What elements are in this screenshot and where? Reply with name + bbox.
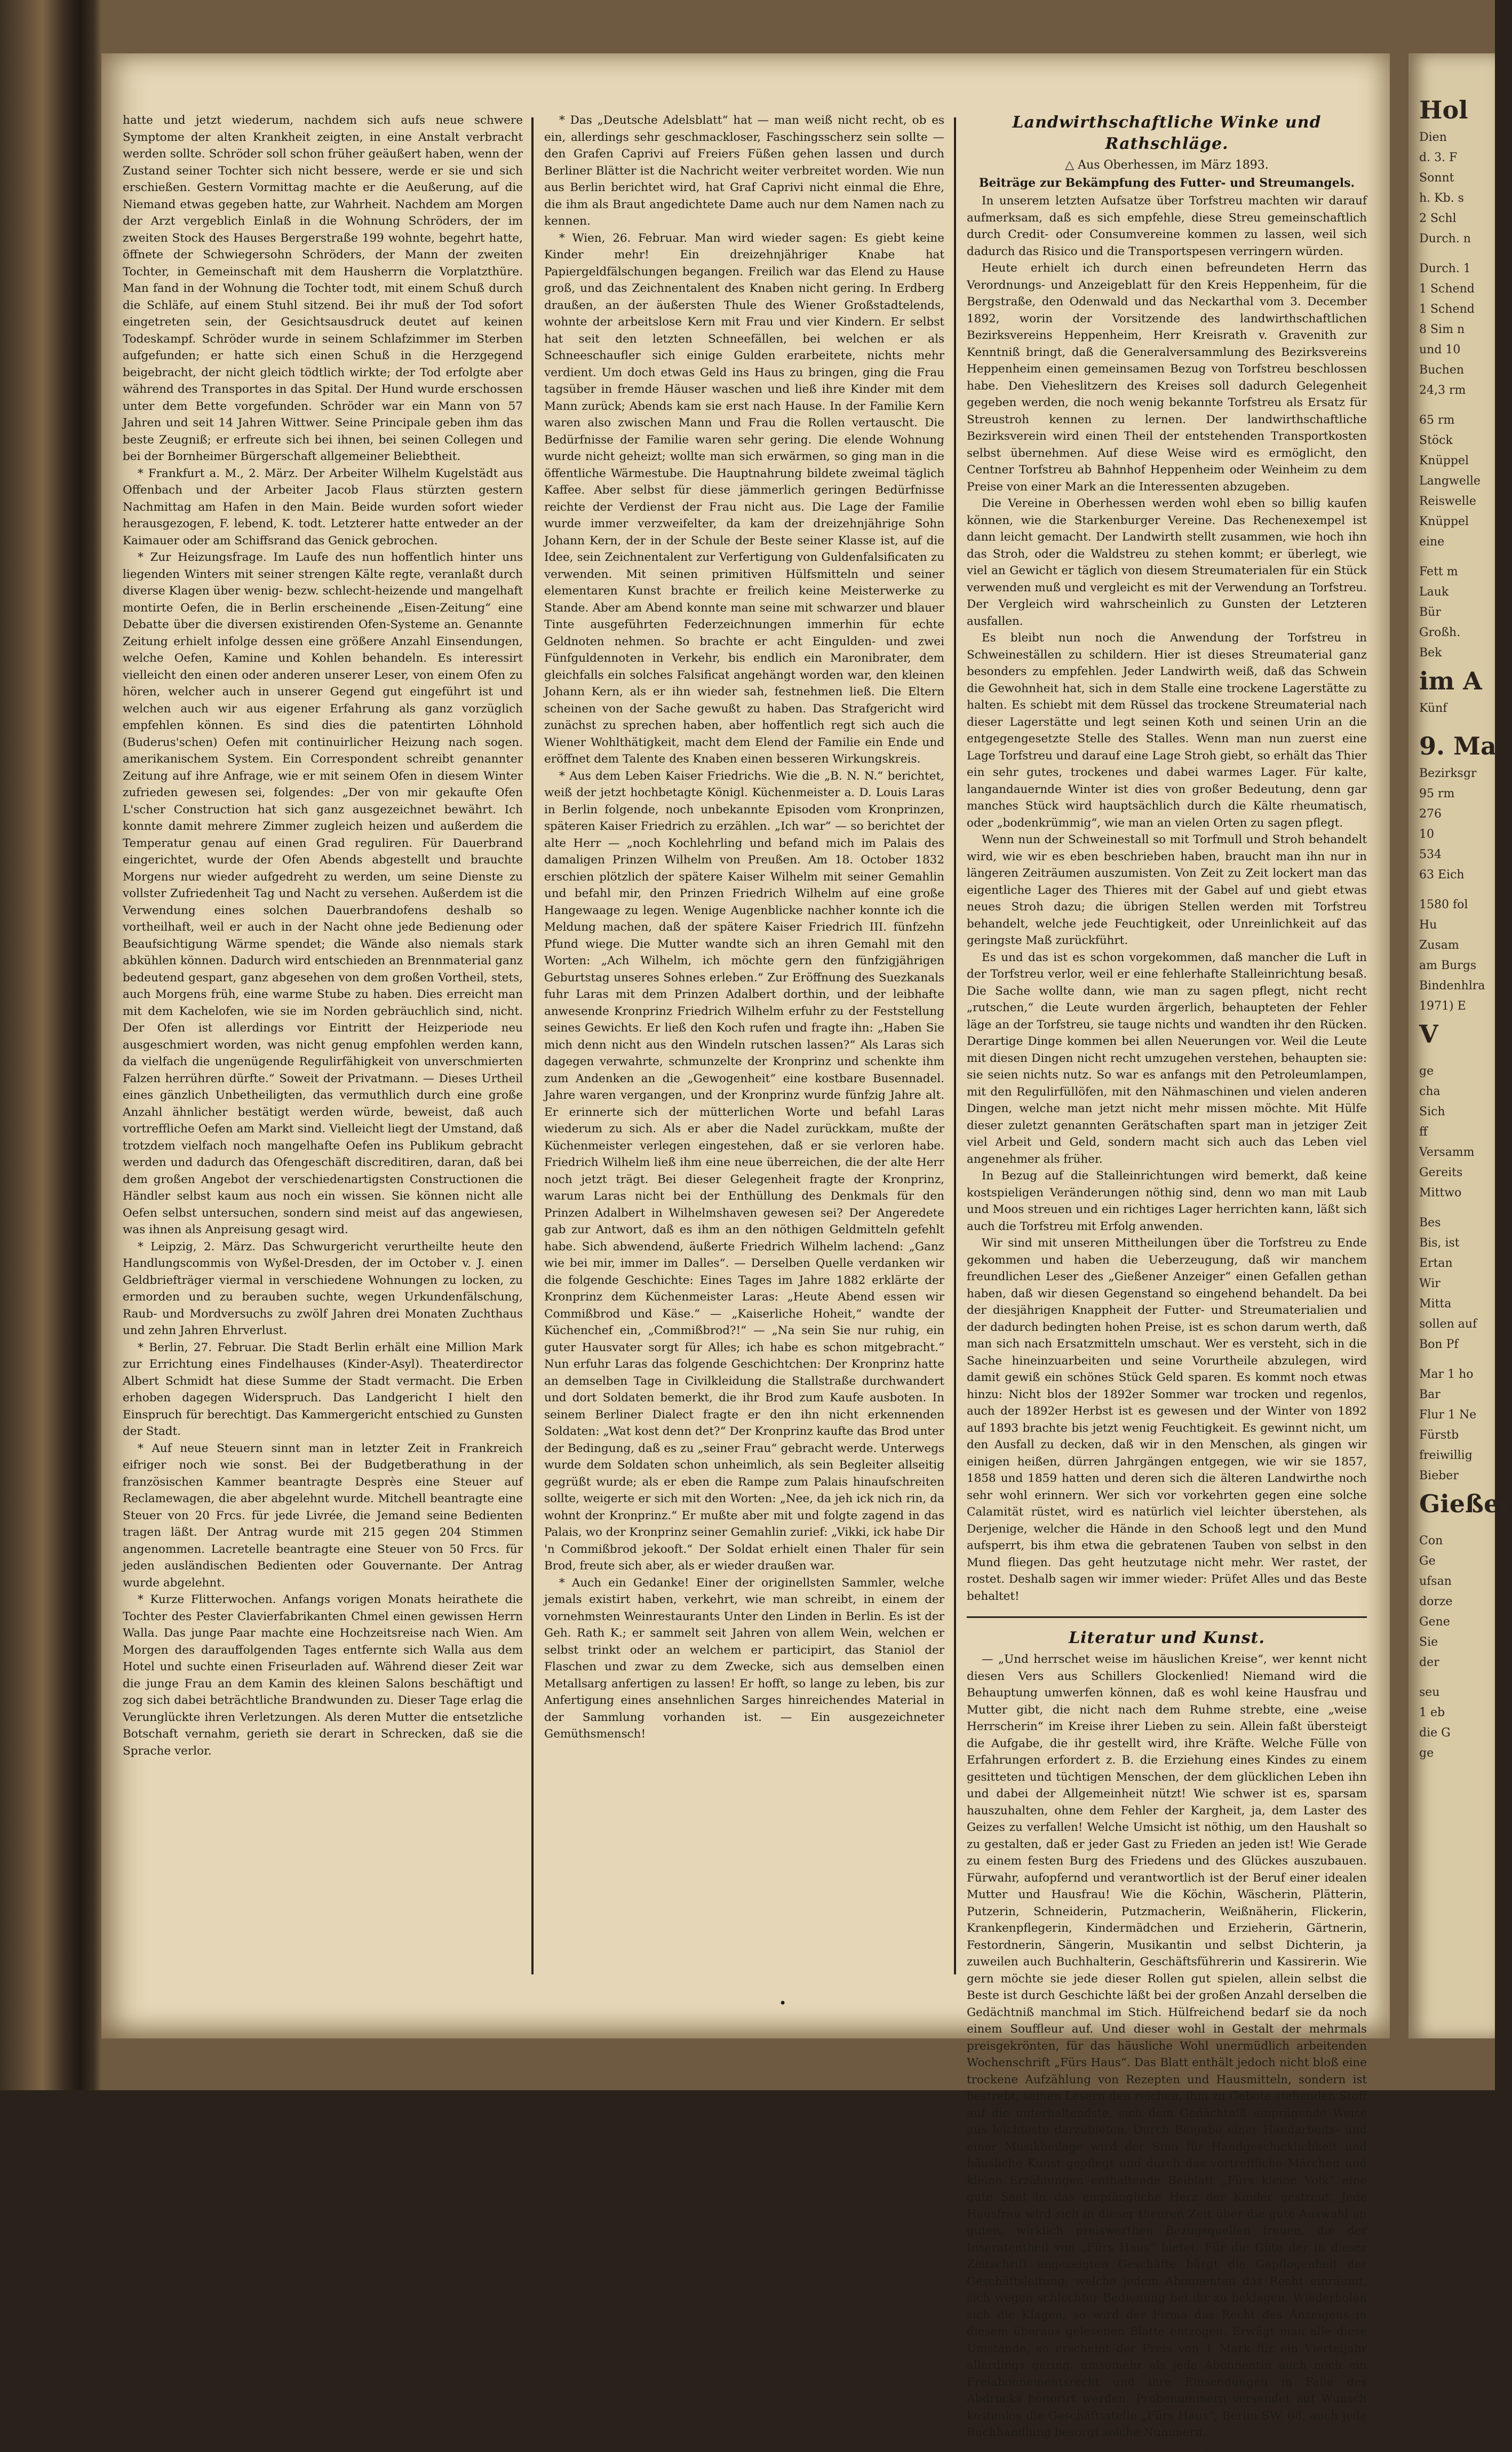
adjacent-page-line: freiwillig [1419,1449,1473,1462]
article-subtitle: Beiträge zur Bekämpfung des Futter- und Streumangels. [978,176,1355,190]
adjacent-page-line: im A [1419,666,1482,695]
adjacent-page-line: seu [1419,1686,1440,1699]
section-title-landwirtschaft: Landwirthschaftliche Winke und Rathschläge. [1012,113,1322,153]
paragraph: Heute erhielt ich durch einen befreundeten Herrn das Verordnungs- und Anzeigeblatt für den Kreis Heppenheim, für die Bergstraße, den Odenwald und das Neckarthal vom 3. December 1892, worin der Vorsitzende des landwirthschaftlichen Bezirksvereins Heppenheim, Herr Kreisrath v. Gravenith zur Kenntniß bringt, daß die Generalversammlung des Bezirksvereins Heppenheim einen gemeinsamen Bezug von Torfstreu beschlossen habe. Den Vieheslitzern des Kreises soll dadurch Gelegenheit gegeben werden, die noch wenig bekannte Torfstreu als Ersatz für Streustroh kennen zu lernen. Der landwirthschaftliche Bezirksverein wird einen Theil der entstehenden Transportkosten selbst übernehmen. Auf diese Weise wird es ermöglicht, den Centner Torfstreu ab Bahnhof Heppenheim oder Weinheim zu dem Preise von einer Mark an die Interessenten abzugeben. [967,261,1367,494]
article-kaiser-friedrich: * Aus dem Leben Kaiser Friedrichs. Wie die „B. N. N.“ berichtet, weiß der jetzt hochbetagte Königl. Küchenmeister a. D. Louis Laras in Berlin folgende, noch unbekannte Episoden vom Kronprinzen, späteren Kaiser Friedrich zu erzählen. „Ich war“ — so berichtet der alte Herr — „noch Kochlehrling und befand mich im Palais des damaligen Prinzen Wilhelm von Preußen. Am 18. October 1832 erschien plötzlich der spätere Kaiser Wilhelm mit seiner Gemahlin und befahl mir, den Prinzen Friedrich Wilhelm auf eine große Hangewaage zu legen. Wenige Augenblicke nachher konnte ich die Meldung machen, daß der spätere Kaiser Friedrich III. fünfzehn Pfund wiege. Die Mutter wandte sich an ihren Gemahl mit den Worten: „Ach Wilhelm, ich möchte gern den fünfzigjährigen Geburtstag unseres Sohnes erleben.“ Zur Eröffnung des Suezkanals fuhr Laras mit dem Prinzen Adalbert dorthin, und der leibhafte anwesende Kronprinz Friedrich Wilhelm erfuhr zu der Feststellung seines Gewichts. Er ließ den Koch rufen und fragte ihn: „Haben Sie mich denn nicht aus den Windeln rutschen lassen?“ Als Laras sich dagegen verwahrte, schmunzelte der Kronprinz und schenkte ihm zum Andenken an die „Gewogenheit“ eine kostbare Busennadel. Jahre waren vergangen, und der Kronprinz wurde fünfzig Jahre alt. Er erinnerte sich der mütterlichen Worte und befahl Laras wiederum zu sich. Als er aber die Nadel zurückkam, mußte der Küchenmeister verlegen eingestehen, daß er sie verloren habe. Friedrich Wilhelm ließ ihm eine neue überreichen, die der alte Herr noch jetzt trägt. Bei dieser Gelegenheit fragte der Kronprinz, warum Laras nicht bei der Enthüllung des Denkmals für den Prinzen Adalbert in Wilhelmshaven gewesen sei? Der Angeredete gab zur Antwort, daß es ihm an den nöthigen Geldmitteln gefehlt habe. Sich abwendend, äußerte Friedrich Wilhelm lachend: „Ganz wie bei mir, immer im Dalles“. — Derselben Quelle verdanken wir die folgende Geschichte: Eines Tages im Jahre 1882 erklärte der Kronprinz dem Küchenmeister Laras: „Heute Abend essen wir Commißbrod und Käse.“ — „Kaiserliche Hoheit,“ wandte der Küchenchef ein, „Commißbrod?!“ — „Na sein Sie nur ruhig, ein guter Hausvater sorgt für Alles; ich habe es schon mitgebracht.“ Nun erfuhr Laras das folgende Geschichtchen: Der Kronprinz hatte an demselben Tage in Civilkleidung die Stallstraße durchwandert und dort Soldaten bemerkt, die ihr Brod zum Kaufe ausboten. In seinem Berliner Dialect fragte er den ihn nicht erkennenden Soldaten: „Wat kost denn det?“ Der Kronprinz kaufte das Brod unter der Bedingung, daß es zu „seiner Frau“ gebracht werde. Unterwegs wurde dem Soldaten schon unheimlich, als sein Begleiter allseitig gegrüßt wurde; als er eben die Rampe zum Palais hinaufschreiten sollte, weigerte er sich mit den Worten: „Nee, da jeh ick nich rin, da wohnt der Kronprinz.“ Er mußte aber mit und folgte zagend in das Palais, wo der Kronprinz seiner Gemahlin zurief: „Vikki, ick habe Dir 'n Commißbrod jekooft.“ Der Soldat erhielt einen Thaler für sein Brod, freute sich aber, als er wieder draußen war. [544,769,944,1573]
paragraph: In unserem letzten Aufsatze über Torfstreu machten wir darauf aufmerksam, daß es sich empfehle, diese Streu gemeinschaftlich durch Credit- oder Consumvereine kommen zu lassen, weil sich dadurch das Risico und die Transportspesen verringern würden. [967,194,1367,258]
column-1 [123,112,523,1980]
adjacent-page-line: sollen auf [1419,1318,1477,1331]
adjacent-page-line: Bezirksgr [1419,767,1477,780]
adjacent-page-line: Versamm [1419,1146,1475,1159]
adjacent-page-line: Dien [1419,131,1447,144]
article-berlin-findelhaus: * Berlin, 27. Februar. Die Stadt Berlin erhält eine Million Mark zur Errichtung eines Findelhauses (Kinder-Asyl). Theaterdirector Albert Schmidt hat diese Summe der Stadt vermacht. Die Erben erhoben dagegen Widerspruch. Das Landgericht I hielt den Einspruch für berechtigt. Das Kammergericht entschied zu Gunsten der Stadt. [123,1340,523,1438]
adjacent-page-line: Gene [1419,1615,1450,1629]
paragraph: Es und das ist es schon vorgekommen, daß mancher die Luft in der Torfstreu verlor, weil er eine fehlerhafte Stalleinrichtung besaß. Die Sache wollte dann, wie man zu sagen pflegt, nicht recht „rutschen,“ die Leute wurden ärgerlich, behaupteten der Fehler läge an der Torfstreu, sie tauge nichts und wandten ihr den Rücken. Derartige Dinge kommen bei allen Neuerungen vor. Weil die Leute mit diesen Dingen nicht recht umzugehen verstehen, behaupten sie: sie seien nichts nutz. So war es anfangs mit den Petroleumlampen, mit den Regulirfüllöfen, mit den Nähmaschinen und vielen anderen Dingen, welche man jetzt nicht mehr missen möchte. Mit Hülfe dieser zuletzt genannten Gerätschaften spart man in jetziger Zeit viel Arbeit und Geld, sondern macht sich auch das Leben viel angenehmer als früher. [967,950,1367,1166]
adjacent-page-line: 65 rm [1419,414,1455,427]
article-neue-steuern: * Auf neue Steuern sinnt man in letzter Zeit in Frankreich eifriger noch wie sonst. Bei der Budgetberathung in der französischen Kammer beantragte Desprès eine Steuer auf Reclamewagen, die aber abgelehnt wurde. Mitchell beantragte eine Steuer von 20 Frcs. für jede Livrée, die Jemand seine Bedienten tragen läßt. Der Antrag wurde mit 215 gegen 204 Stimmen angenommen. Lacretelle beantragte eine Steuer von 50 Frcs. für jeden ausländischen Bedienten oder Gouvernante. Der Antrag wurde abgelehnt. [123,1441,523,1590]
adjacent-page-line: Sonnt [1419,171,1454,185]
adjacent-page-line: Hu [1419,918,1437,932]
adjacent-page-line: Mitta [1419,1297,1452,1311]
adjacent-page-line: 24,3 rm [1419,384,1466,397]
adjacent-page-line: Sich [1419,1105,1445,1118]
column-rule-2 [954,117,956,1974]
adjacent-page-line: Ge [1419,1554,1436,1568]
adjacent-page-line: 1971) E [1419,999,1466,1013]
adjacent-page-edge [1408,53,1512,2038]
adjacent-page-line: Knüppel [1419,515,1469,528]
article-literatur: — „Und herrschet weise im häuslichen Kreise“, wer kennt nicht diesen Vers aus Schillers Glockenlied! Niemand wird die Behauptung umwerfen können, daß es wohl keine Hausfrau und Mutter gibt, die nicht nach dem Ruhme strebte, eine „weise Herrscherin“ im Kreise ihrer Lieben zu sein. Allein faßt übersteigt die Aufgabe, die ihr gestellt wird, ihre Kräfte. Welche Fülle von Erfahrungen erfordert z. B. die Erziehung eines Kindes zu einem gesitteten und tüchtigen Menschen, der dem glücklichen Leben ihn und dabei der Allgemeinheit nützt! Wie schwer ist es, sparsam hauszuhalten, ohne dem Fehler der Kargheit, ja, dem Laster des Geizes zu verfallen! Welche Umsicht ist nöthig, um den Haushalt so zu gestalten, daß er jeder Gast zu Frieden an jeden ist! Wie Gerade zu einem festen Burg des Friedens und des Glückes auszubauen. Fürwahr, aufopfernd und verantwortlich ist der Beruf einer idealen Mutter und Hausfrau! Wie die Köchin, Wäscherin, Plätterin, Putzerin, Schneiderin, Putzmacherin, Weißnäherin, Flickerin, Krankenpflegerin, Kindermädchen und Erzieherin, Gärtnerin, Festordnerin, Sängerin, Musikantin und selbst Dichterin, ja zuweilen auch Buchhalterin, Geschäftsführerin und Kassirerin. Wie gern möchte sie jede dieser Rollen gut spielen, allein selbst die Beste ist durch Geschichte läßt bei der großen Anzahl derselben die Gedächtniß manchmal im Stich. Hülfreichend bedarf sie da noch einem Souffleur auf. Und dieser wohl in Gestalt der mehrmals preisgekrönten, für das häusliche Wohl unermüdlich arbeitenden Wochenschrift „Fürs Haus“. Das Blatt enthält jedoch nicht bloß eine trockene Aufzählung von Rezepten und Hausmitteln, sondern ist bestrebt, seinen Lesern den reichen, ihm zu Gebote stehenden Stoff auf die unterhaltendste, sich dem Gedächtniß einprägende Weise aus leichteste darzubieten. Durch Beigabe einer Handarbeits- und einer Musikbeilage wird der Sinn für Handgeschicklichkeit und häusliche Kunst gepflegt und durch das vortreffliche Märchen und kleine Erzählungen enthaltende Beiblatt „Fürs kleine Volk“ eine gute Saat in das empfängliche Herz der Kinder gestreut. Jede Hausfrau wird sich in dieser theuren Zeit über die gute Auswahl an guten, wirklich preiswerthen Bezugsquellen freuen, die der Inseratentheil von „Fürs Haus“ bietet. Für die Güte der in dieser Zeitschrift angezeigten Geschäfte bürgt die Gepflogenheit der Geschäftsleitung, welche jedem Abonnenten das Recht einräumt, sich wegen schlechter Bedienung bei ihr zu beklagen. Wiederholen sich die Klagen, so wird der Firma das Recht des Anzeigens in diesem überaus gelesenen Blatte entzogen. Erwägt man alle diese Umstände, so erscheint der Preis von 1 Mark für ein Vierteljahr allerdings gering, umsomehr als jede Abonnentin auch noch ein Freiabonnementsrecht und ihre Einsendungen in Falle des Abdrucks honorirt werden. Probenummern versendet auf Wunsch kostenlos die Geschäftsstelle „Fürs Haus“, Berlin SW. 68, auch jede Buchhandlung besorgt solche Nummern. [967,1653,1367,2439]
dateline: △ Aus Oberhessen, im März 1893. [1065,158,1269,172]
section-divider [967,1616,1367,1618]
adjacent-page-line: Durch. n [1419,232,1471,245]
adjacent-page-line: ge [1419,1065,1434,1078]
paragraph: Es bleibt nun noch die Anwendung der Torfstreu in Schweineställen zu schildern. Hier ist dieses Streumaterial ganz besonders zu empfehlen. Jeder Landwirth weiß, daß das Schwein die Gewohnheit hat, sich in dem Stalle eine trockene Lagerstätte zu halten. Es schiebt mit dem Rüssel das trockene Streumaterial nach dieser Lagerstätte und legt seinen Koth und seinen Urin an die entgegengesetzte Stelle des Stalles. Wenn man nun zuerst eine Lage Torfstreu und darauf eine Lage Stroh giebt, so erhält das Thier ein sehr gutes, trockenes und dabei warmes Lager. Für kalte, langandauernde Winter ist dies von großer Bedeutung, denn gar manches Stück wird hauptsächlich durch die Kälte rheumatisch, oder „bodenkrümmig“, wie man an vielen Orten zu sagen pflegt. [967,631,1367,830]
adjacent-page-line: Durch. 1 [1419,262,1471,275]
adjacent-page-line: Bieber [1419,1469,1459,1482]
adjacent-page-text [1408,53,1512,1762]
article-frankfurt: * Frankfurt a. M., 2. März. Der Arbeiter Wilhelm Kugelstädt aus Offenbach und der Arbeiter Jacob Flaus stürzten gestern Nachmittag am Hafen in den Main. Beide wurden sofort wieder herausgezogen, F. lebend, K. todt. Letzterer hatte entweder an der Kaimauer oder am Schiffsrand das Genick gebrochen. [123,466,523,547]
paragraph: Wir sind mit unseren Mittheilungen über die Torfstreu zu Ende gekommen und haben die Ueberzeugung, daß wir manchem freundlichen Leser des „Gießener Anzeiger“ einen Gefallen gethan haben, daß wir diesen Gegenstand so eingehend behandelt. Da bei der diesjährigen Knappheit der Futter- und Streumaterialien und der dadurch bedingten hohen Preise, ist es schon darum werth, daß man sich nach Ersatzmitteln umschaut. Wer es versteht, sich in die Sache hineinzuarbeiten und seine Vorurtheile abzulegen, wird damit gewiß ein schönes Stück Geld sparen. Es kommt noch etwas hinzu: Nicht blos der 1892er Sommer war trocken und regenlos, auch der 1892er Herbst ist es gewesen und der Winter von 1892 auf 1893 brachte bis jetzt wenig Feuchtigkeit. Es gewinnt nicht, um den Ausfall zu decken, daß wir in den Menschen, als gingen wir einigen heißen, dürren Jahrgängen entgegen, wie wir sie 1857, 1858 und 1859 hatten und deren sich die älteren Landwirthe noch sehr wohl erinnern. Wer sich vor vorkehrten gegen eine solche Calamität rüstet, wird es natürlich viel leichter überstehen, als Derjenige, welcher die Hände in den Schooß legt und den Mund aufsperrt, bis ihm etwa die gebratenen Tauben von selbst in den Mund fliegen. Das geht heutzutage nicht mehr. Wer rastet, der rostet. Deshalb sagen wir immer wieder: Prüfet Alles und das Beste behaltet! [967,1236,1367,1603]
adjacent-page-line: Sie [1419,1636,1438,1649]
article-leipzig: * Leipzig, 2. März. Das Schwurgericht verurtheilte heute den Handlungscommis von Wyßel-Dresden, der im October v. J. einen Geldbriefträger viermal in verschiedene Wohnungen zu locken, zu ermorden und zu berauben suchte, wegen Urkundenfälschung, Raub- und Mordversuchs zu zwölf Jahren drei Monaten Zuchthaus und zehn Jahren Ehrverlust. [123,1240,523,1337]
adjacent-page-line: ge [1419,1747,1434,1760]
adjacent-page-line: Zusam [1419,939,1459,952]
column-rule-1 [531,117,534,1974]
adjacent-page-line: Bis, ist [1419,1236,1460,1250]
adjacent-page-line: ufsan [1419,1575,1452,1588]
adjacent-page-line: Fürstb [1419,1429,1459,1442]
article-wien: * Wien, 26. Februar. Man wird wieder sagen: Es giebt keine Kinder mehr! Ein dreizehnjähriger Knabe hat Papiergeldfälschungen begangen. Freilich war das Elend zu Hause groß, und das Zeichnentalent des Knaben nicht gering. In Erdberg draußen, an der äußersten Thule des Wiener Großstadtelends, wohnte der arbeitslose Kern mit Frau und vier Kindern. Er selbst hat seit den letzten Schneefällen, bei welchen er als Schneeschaufler sich einige Gulden erarbeitete, nichts mehr verdient. Um doch etwas Geld ins Haus zu bringen, ging die Frau tagsüber in fremde Häuser waschen und ließ ihre Kinder mit dem Mann zurück; Abends kam sie erst nach Hause. In der Familie Kern waren also zwischen Mann und Frau die Rollen vertauscht. Die Bedürfnisse der Familie waren sehr gering. Die elende Wohnung wurde nicht geheizt; wollte man sich erwärmen, so ging man in die öffentliche Wärmestube. Die Hauptnahrung bildete zweimal täglich Kaffee. Aber selbst für diese jämmerlich geringen Bedürfnisse reichte der Verdienst der Frau nicht aus. Die Lage der Familie wurde immer verzweifelter, da kam der dreizehnjährige Sohn Johann Kern, der in der Schule der Beste seiner Klasse ist, auf die Idee, sein Zeichnentalent zur Verfertigung von Guldenfalsificaten zu verwenden. Mit seinen primitiven Hülfsmitteln und seiner elementaren Kunst brachte er freilich keine Meisterwerke zu Stande. Aber am Abend konnte man seine mit schwarzer und blauer Tinte ausgeführten Federzeichnungen immerhin für echte Geldnoten nehmen. So brachte er acht Eingulden- und zwei Fünfguldennoten in Verkehr, bis endlich ein Maronibrater, dem gleichfalls ein solches Falsificat angehängt worden war, den kleinen Johann Kern, als er ihn wieder sah, festnehmen ließ. Die Eltern scheinen von der Sache gewußt zu haben. Das Strafgericht wird zunächst zu sprechen haben, aber hoffentlich regt sich auch die Wiener Wohlthätigkeit, macht dem Elend der Familie ein Ende und eröffnet dem Talente des Knaben einen besseren Wirkungskreis. [544,231,944,766]
article-schroeder-continued: hatte und jetzt wiederum, nachdem sich aufs neue schwere Symptome der alten Krankheit zeigten, in eine Anstalt verbracht werden sollte. Schröder soll schon früher geäußert haben, wenn der Zustand seiner Tochter sich nicht bessere, werde er sie und sich erschießen. Gestern Vormittag machte er die Aeußerung, auf die Niemand etwas gegeben hatte, zur Wahrheit. Nachdem am Morgen der Arzt vergeblich Einlaß in die Wohnung Schröders, der im zweiten Stock des Hauses Bergerstraße 199 wohnte, begehrt hatte, öffnete der Schwiegersohn Schröders, der Mann der zweiten Tochter, in Gemeinschaft mit dem Hausherrn die Vorplatzthüre. Man fand in der Wohnung die Tochter todt, mit einem Schuß durch die Schläfe, auf einem Stuhl sitzend. Bei ihr muß der Tod sofort eingetreten sein, der Gesichtsausdruck deutet auf keinen Todeskampf. Schröder wurde in seinem Schlafzimmer im Sterben aufgefunden; er hatte sich einen Schuß in die Herzgegend beigebracht, der nicht gleich tödtlich wirkte; der Tod erfolgte aber während des Transportes in das Spital. Der Hund wurde erschossen unter dem Bette vorgefunden. Schröder war ein Mann von 57 Jahren und seit 14 Jahren Wittwer. Seine Principale geben ihm das beste Zeugniß; er erfreute sich bei ihnen, bei seinen Collegen und bei der Bornheimer Bürgerschaft allgemeiner Beliebtheit. [123,114,523,463]
adjacent-page-line: Großh. [1419,626,1461,639]
adjacent-page-line: Künf [1419,702,1447,715]
adjacent-page-line: 1580 fol [1419,898,1468,911]
adjacent-page-line: Stöck [1419,434,1453,447]
adjacent-page-line: die G [1419,1726,1451,1740]
adjacent-page-line: dorze [1419,1595,1453,1608]
adjacent-page-line: h. Kb. s [1419,192,1464,205]
column-2 [544,112,944,1980]
adjacent-page-line: cha [1419,1085,1441,1098]
adjacent-page-line: am Burgs [1419,959,1477,972]
adjacent-page-line: eine [1419,535,1445,549]
adjacent-page-line: Con [1419,1534,1443,1548]
adjacent-page-line: ff [1419,1125,1428,1139]
adjacent-page-line: Knüppel [1419,454,1469,467]
adjacent-page-line: 95 rm [1419,787,1455,800]
adjacent-page-line: 63 Eich [1419,868,1465,882]
adjacent-page-line: Bek [1419,646,1442,660]
adjacent-page-line: Wir [1419,1277,1441,1290]
article-adelsblatt: * Das „Deutsche Adelsblatt“ hat — man weiß nicht recht, ob es ein, allerdings sehr geschmackloser, Faschingsscherz sein sollte — den Grafen Caprivi auf Freiers Füßen gehen lassen und durch Berliner Blätter ist die Nachricht weiter verbreitet worden. Wie nun aus Berlin berichtet wird, hat Graf Caprivi nicht einmal die Ehre, die ihm als Braut angedichtete Dame auch nur dem Namen nach zu kennen. [544,114,944,228]
adjacent-page-line: Lauk [1419,585,1449,599]
adjacent-page-line: 1 Schend [1419,282,1475,296]
adjacent-page-line: 9. Ma [1419,732,1497,760]
adjacent-page-line: 534 [1419,848,1442,861]
adjacent-page-line: d. 3. F [1419,151,1458,164]
adjacent-page-line: Langwelle [1419,474,1481,488]
adjacent-page-line: Reiswelle [1419,495,1476,508]
adjacent-page-line: Bes [1419,1216,1441,1229]
adjacent-page-line: Mittwo [1419,1186,1462,1200]
page-mark: • [779,1996,787,2011]
article-auch-ein-gedanke: * Auch ein Gedanke! Einer der originellsten Sammler, welche jemals existirt haben, verkehrt, wie man schreibt, in einem der vornehmsten Weinrestaurants Unter den Linden in Berlin. Es ist der Geh. Rath K.; er sammelt seit Jahren von allem Wein, welchen er selbst trinkt oder an welchem er participirt, das Staniol der Flaschen und zwar zu dem Zwecke, sich aus demselben einen Metallsarg anfertigen zu lassen! Er hofft, so lange zu leben, bis zur Anfertigung eines ansehnlichen Sarges hinreichendes Material in der Sammlung vorhanden ist. — Ein ausgezeichneter Gemüthsmensch! [544,1576,944,1741]
adjacent-page-line: Mar 1 ho [1419,1368,1474,1381]
adjacent-page-line: 2 Schl [1419,212,1457,225]
paragraph: In Bezug auf die Stalleinrichtungen wird bemerkt, daß keine kostspieligen Veränderungen nöthig sind, denn wo man mit Laub und Moos streuen und ein richtiges Lager herrichten kann, läßt sich auch die Torfstreu mit Erfolg anwenden. [967,1169,1367,1233]
newspaper-page [101,53,1390,2439]
adjacent-page-line: 10 [1419,828,1434,841]
section-title-literatur: Literatur und Kunst. [1069,1629,1265,1647]
adjacent-page-line: Buchen [1419,363,1465,377]
adjacent-page-line: Gießer [1419,1489,1512,1518]
adjacent-page-line: Bar [1419,1388,1441,1401]
adjacent-page-line: 276 [1419,807,1442,821]
paragraph: Die Vereine in Oberhessen werden wohl eben so billig kaufen können, wie die Starkenburger Vereine. Das Rechenexempel ist dann leicht gemacht. Der Landwirth stellt zusammen, wie hoch ihn das Stroh, oder die Waldstreu zu stehen kommt; er überlegt, wie viel an Gewicht er täglich von diesem Streumaterialen für ein Stück verwenden muß und vergleicht es mit der Verwendung an Torfstreu. Der Vergleich wird wahrscheinlich zu Gunsten der Letzteren ausfallen. [967,497,1367,628]
adjacent-page-line: 8 Sim n [1419,323,1465,336]
adjacent-page-line: Gereits [1419,1166,1463,1179]
adjacent-page-line: Bindenhlra [1419,979,1485,993]
adjacent-page-line: Hol [1419,96,1468,124]
adjacent-page-line: der [1419,1656,1439,1669]
adjacent-page-line: Flur 1 Ne [1419,1408,1477,1422]
adjacent-page-line: Ertan [1419,1257,1453,1270]
adjacent-page-line: Bon Pf [1419,1338,1459,1351]
article-heizungsfrage: * Zur Heizungsfrage. Im Laufe des nun hoffentlich hinter uns liegenden Winters mit seiner strengen Kälte regte, veranlaßt durch diverse Klagen über wenig- bezw. schlecht-heizende und mangelhaft montirte Oefen, die in Berlin erscheinende „Eisen-Zeitung“ eine Debatte über die diversen existirenden Ofen-Systeme an. Genannte Zeitung erhielt infolge dessen eine größere Anzahl Einsendungen, welche Oefen, Kamine und Kohlen behandeln. Es interessirt vielleicht den einen oder anderen unserer Leser, von einem Ofen zu hören, welcher auch in unserer Gegend gut eingeführt ist und welchen auch wir aus eigener Erfahrung als ganz vorzüglich empfehlen können. Es sind dies die patentirten Löhnhold (Buderus'schen) Oefen mit continuirlicher Heizung nach sogen. amerikanischem System. Ein Correspondent schreibt genannter Zeitung auf ihre Anfrage, wie er mit seinem Ofen in diesem Winter zufrieden gewesen sei, folgendes: „Der von mir gekaufte Ofen L'scher Construction hat sich ganz ausgezeichnet bewährt. Ich konnte damit mehrere Zimmer zugleich heizen und außerdem die Temperatur genau auf einen Grad reguliren. Für Dauerbrand eingerichtet, wurde der Ofen Abends abgestellt und brauchte Morgens nur wieder aufgedreht zu werden, um seine Dienste zu vollster Zufriedenheit Tag und Nacht zu versehen. Außerdem ist die Verwendung eines solchen Dauerbrandofens deshalb so vortheilhaft, weil er auch in der Nacht ohne jede Bedienung oder Beaufsichtigung Wärme spendet; die Wände also niemals stark abkühlen können. Dadurch wird entschieden an Brennmaterial ganz bedeutend gespart, ganz abgesehen von dem großen Vortheil, stets, auch Morgens früh, eine warme Stube zu haben. Dies erreicht man mit dem Kachelofen, wie sie im Norden gebräuchlich sind, nicht. Der Ofen ist allerdings vor Eintritt der Heizperiode neu ausgeschmiert worden, was nicht genug empfohlen werden kann, da vielfach die ungenügende Regulirfähigkeit von unverschmierten Falzen herrühren dürfte.“ Soweit der Privatmann. — Dieses Urtheil eines gänzlich Unbetheiligten, das vermuthlich durch eine große Anzahl ähnlicher bestätigt werden würde, beweist, daß auch vortreffliche Oefen am Markt sind. Vielleicht liegt der Umstand, daß trotzdem vielfach noch mangelhafte Oefen ins Publikum gebracht werden und dadurch das Ofengeschäft discreditiren, daran, daß bei dem großen Angebot der verschiedenartigsten Constructionen die Händler selbst kaum aus noch ein wissen. Sie können nicht alle Oefen selbst untersuchen, sondern sind meist auf das angewiesen, was ihnen als Anpreisung gesagt wird. [123,551,523,1236]
adjacent-page-line: Fett m [1419,565,1458,578]
column-3 [967,112,1367,2439]
paragraph: Wenn nun der Schweinestall so mit Torfmull und Stroh behandelt wird, wie wir es eben beschrieben haben, braucht man ihn nur in längeren Zeiträumen auszumisten. Von Zeit zu Zeit lockert man das eigentliche Lager des Thieres mit der Gabel auf und giebt etwas neues Stroh dazu; die übrigen Stellen werden mit Torfstreu behandelt, welche jede Feuchtigkeit, oder Unreinlichkeit auf das geringste Maß zurückführt. [967,833,1367,947]
adjacent-page-line: Bür [1419,606,1441,619]
adjacent-page-line: V [1419,1020,1438,1049]
adjacent-page-line: und 10 [1419,343,1461,356]
adjacent-page-line: 1 Schend [1419,303,1475,316]
article-kurze-flitterwochen: * Kurze Flitterwochen. Anfangs vorigen Monats heirathete die Tochter des Pester Clavierfabrikanten Chmel einen gewissen Herrn Walla. Das junge Paar machte eine Hochzeitsreise nach Wien. Am Morgen des darauffolgenden Tages entfernte sich Walla aus dem Hotel und suchte einen Friseurladen auf. Während dieser Zeit war die junge Frau an dem Kamin des kleinen Salons beschäftigt und zog sich dabei beträchtliche Brandwunden zu. Dieser Tage erlag die Verunglückte ihren Verletzungen. Als deren Mutter die entsetzliche Botschaft vernahm, gerieth sie derart in Schrecken, daß sie die Sprache verlor. [123,1593,523,1758]
end-rule [1129,2451,1204,2452]
adjacent-page-line: 1 eb [1419,1706,1445,1719]
